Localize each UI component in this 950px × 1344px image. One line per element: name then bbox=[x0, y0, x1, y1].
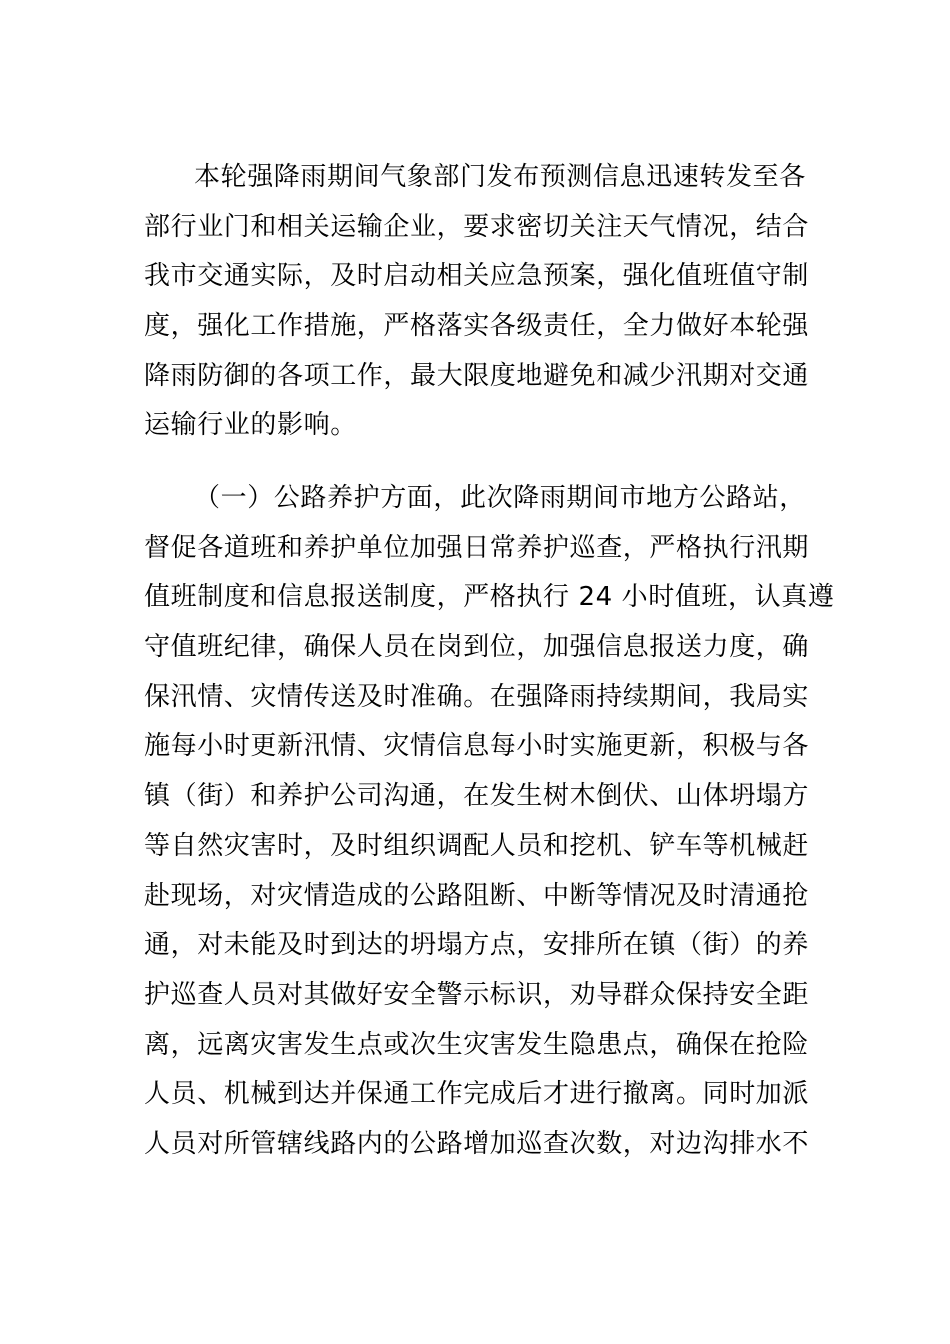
text-line: 施每小时更新汛情、灾情信息每小时实施更新，积极与各 bbox=[144, 731, 810, 762]
text-line: 本轮强降雨期间气象部门发布预测信息迅速转发至各 bbox=[194, 162, 806, 192]
text-line: 赴现场，对灾情造成的公路阻断、中断等情况及时清通抢 bbox=[144, 880, 810, 911]
text-line: 运输行业的影响。 bbox=[144, 410, 357, 441]
text-line: 护巡查人员对其做好安全警示标识，劝导群众保持安全距 bbox=[144, 979, 810, 1010]
text-line: 人员对所管辖线路内的公路增加巡查次数，对边沟排水不 bbox=[144, 1128, 810, 1159]
text-line: （一）公路养护方面，此次降雨期间市地方公路站， bbox=[194, 483, 806, 513]
text-line: 督促各道班和养护单位加强日常养护巡查，严格执行汛期 bbox=[144, 532, 810, 563]
text-line: 值班制度和信息报送制度，严格执行 24 小时值班，认真遵 bbox=[144, 582, 835, 613]
text-line: 我市交通实际，及时启动相关应急预案，强化值班值守制 bbox=[144, 261, 810, 292]
text-line: 等自然灾害时，及时组织调配人员和挖机、铲车等机械赶 bbox=[144, 830, 810, 861]
text-line: 降雨防御的各项工作，最大限度地避免和减少汛期对交通 bbox=[144, 360, 810, 391]
text-line: 部行业门和相关运输企业，要求密切关注天气情况，结合 bbox=[144, 211, 810, 242]
text-line: 守值班纪律，确保人员在岗到位，加强信息报送力度，确 bbox=[144, 632, 810, 663]
paragraph-weather-response bbox=[144, 153, 814, 451]
text-line: 镇（街）和养护公司沟通，在发生树木倒伏、山体坍塌方 bbox=[144, 781, 810, 812]
paragraph-road-maintenance bbox=[144, 474, 835, 1170]
text-line: 度，强化工作措施，严格落实各级责任，全力做好本轮强 bbox=[144, 311, 810, 342]
text-line: 通，对未能及时到达的坍塌方点，安排所在镇（街）的养 bbox=[144, 930, 810, 961]
text-line: 保汛情、灾情传送及时准确。在强降雨持续期间，我局实 bbox=[144, 681, 810, 712]
text-line: 离，远离灾害发生点或次生灾害发生隐患点，确保在抢险 bbox=[144, 1029, 810, 1060]
text-line: 人员、机械到达并保通工作完成后才进行撤离。同时加派 bbox=[144, 1079, 810, 1110]
